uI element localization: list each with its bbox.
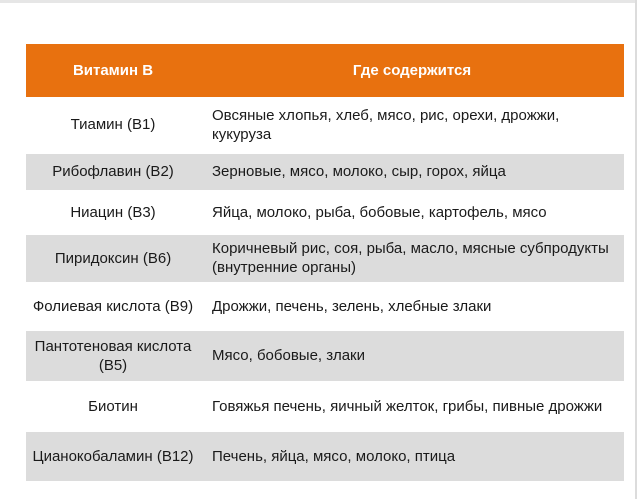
header-row (26, 44, 624, 97)
header-source: Где содержится (352, 62, 472, 79)
vitamin-name: Биотин (26, 381, 200, 431)
table-row (26, 282, 624, 330)
vitamin-name: Цианокобаламин (В12) (26, 431, 200, 481)
header-vitamin: Витамин В (72, 62, 154, 79)
vitamin-name: Ниацин (В3) (26, 190, 200, 234)
vitamin-source: Говяжья печень, яичный желток, грибы, пивные дрожжи (200, 381, 624, 431)
table-row (26, 97, 624, 153)
vitamin-source: Овсяные хлопья, хлеб, мясо, рис, орехи, дрожжи, кукуруза (200, 97, 624, 153)
table-row (26, 234, 624, 282)
table-header (26, 44, 624, 97)
vitamin-b-table (26, 44, 624, 482)
vitamin-source: Дрожжи, печень, зелень, хлебные злаки (200, 282, 624, 330)
table-row (26, 190, 624, 234)
vitamin-source: Яйца, молоко, рыба, бобовые, картофель, мясо (200, 190, 624, 234)
table-row (26, 153, 624, 190)
table-row (26, 330, 624, 381)
vitamin-source: Зерновые, мясо, молоко, сыр, горох, яйца (200, 153, 624, 190)
vitamin-source: Коричневый рис, соя, рыба, масло, мясные субпродукты (внутренние органы) (200, 234, 624, 282)
vitamin-name: Тиамин (В1) (26, 97, 200, 153)
vitamin-name: Пантотеновая кислота (В5) (26, 330, 200, 381)
top-border (0, 0, 637, 3)
vitamin-source: Печень, яйца, мясо, молоко, птица (200, 431, 624, 481)
table-body (26, 97, 624, 481)
vitamin-name: Пиридоксин (В6) (26, 234, 200, 282)
table-row (26, 381, 624, 431)
vitamin-name: Фолиевая кислота (В9) (26, 282, 200, 330)
vitamin-name: Рибофлавин (В2) (26, 153, 200, 190)
vitamin-source: Мясо, бобовые, злаки (200, 330, 624, 381)
table-row (26, 431, 624, 481)
